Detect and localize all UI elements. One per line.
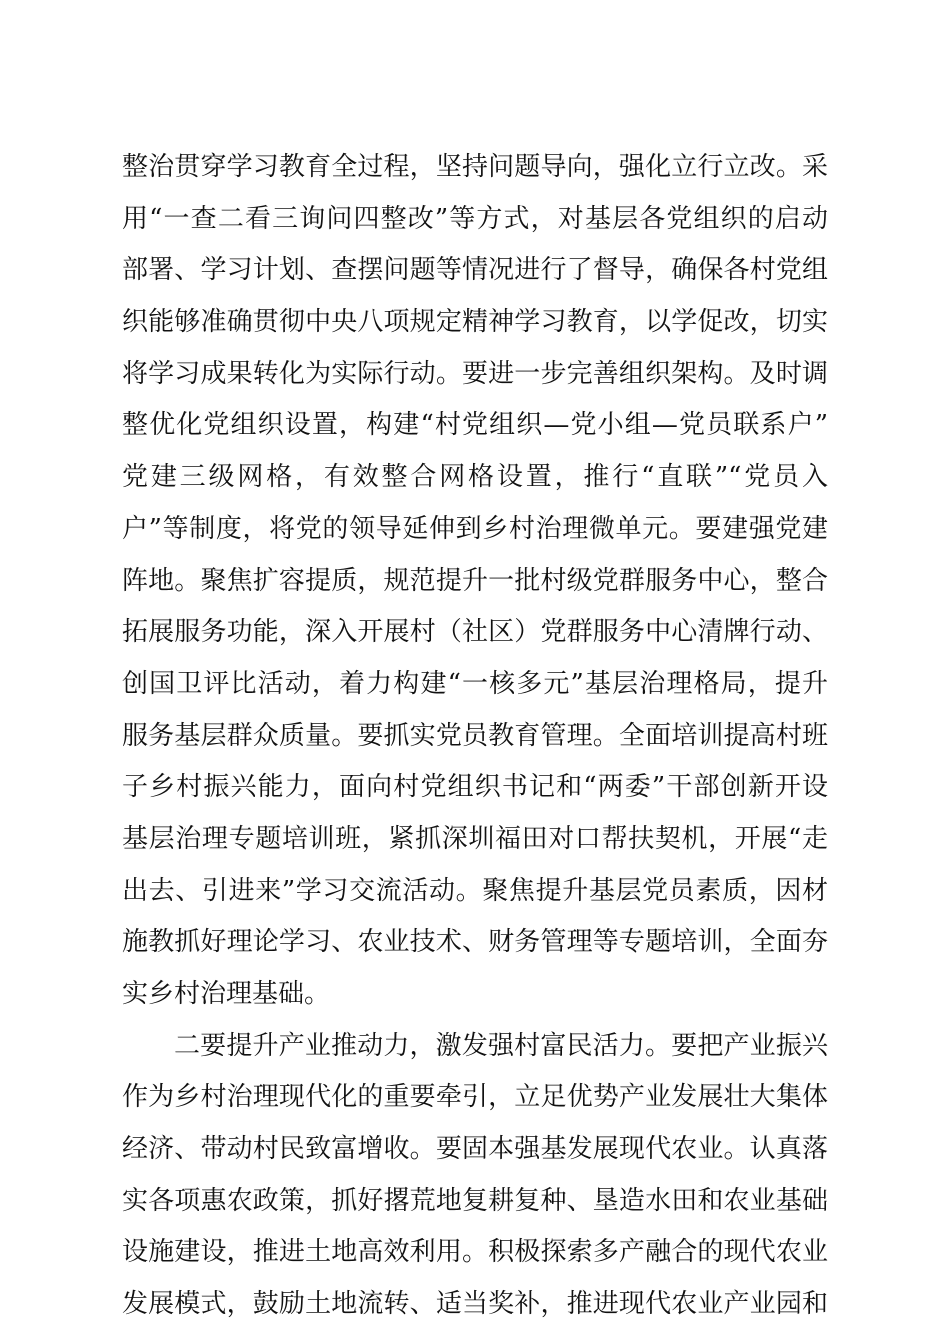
text-line: 创国卫评比活动，着力构建“一核多元”基层治理格局，提升 xyxy=(122,668,828,699)
text-line: 部署、学习计划、查摆问题等情况进行了督导，确保各村党组 xyxy=(122,255,828,286)
text-line: 发展模式，鼓励土地流转、适当奖补，推进现代农业产业园和 xyxy=(122,1289,828,1320)
text-line-paragraph-start: 二要提升产业推动力，激发强村富民活力。要把产业振兴 xyxy=(174,1030,828,1061)
text-line: 施教抓好理论学习、农业技术、财务管理等专题培训，全面夯 xyxy=(122,927,828,958)
text-line: 党建三级网格，有效整合网格设置，推行“直联”“党员入 xyxy=(122,462,828,493)
text-line: 拓展服务功能，深入开展村（社区）党群服务中心清牌行动、 xyxy=(122,617,828,648)
text-line: 服务基层群众质量。要抓实党员教育管理。全面培训提高村班 xyxy=(122,720,828,751)
body-text xyxy=(122,142,828,1331)
text-line: 经济、带动村民致富增收。要固本强基发展现代农业。认真落 xyxy=(122,1134,828,1165)
text-line: 将学习成果转化为实际行动。要进一步完善组织架构。及时调 xyxy=(122,358,828,389)
text-line: 基层治理专题培训班，紧抓深圳福田对口帮扶契机，开展“走 xyxy=(122,823,828,854)
text-line: 整优化党组织设置，构建“村党组织—党小组—党员联系户” xyxy=(122,410,828,441)
text-line: 子乡村振兴能力，面向村党组织书记和“两委”干部创新开设 xyxy=(122,772,828,803)
text-line: 出去、引进来”学习交流活动。聚焦提升基层党员素质，因材 xyxy=(122,875,828,906)
text-line: 实乡村治理基础。 xyxy=(122,979,331,1009)
text-line: 设施建设，推进土地高效利用。积极探索多产融合的现代农业 xyxy=(122,1237,828,1268)
text-line: 户”等制度，将党的领导延伸到乡村治理微单元。要建强党建 xyxy=(122,513,828,544)
text-line: 用“一查二看三询问四整改”等方式，对基层各党组织的启动 xyxy=(122,203,828,234)
text-line: 整治贯穿学习教育全过程，坚持问题导向，强化立行立改。采 xyxy=(122,152,828,182)
text-line: 织能够准确贯彻中央八项规定精神学习教育，以学促改，切实 xyxy=(122,307,828,338)
text-line: 实各项惠农政策，抓好撂荒地复耕复种、垦造水田和农业基础 xyxy=(122,1185,828,1216)
text-line: 阵地。聚焦扩容提质，规范提升一批村级党群服务中心，整合 xyxy=(122,565,828,596)
text-line: 作为乡村治理现代化的重要牵引，立足优势产业发展壮大集体 xyxy=(122,1082,828,1113)
